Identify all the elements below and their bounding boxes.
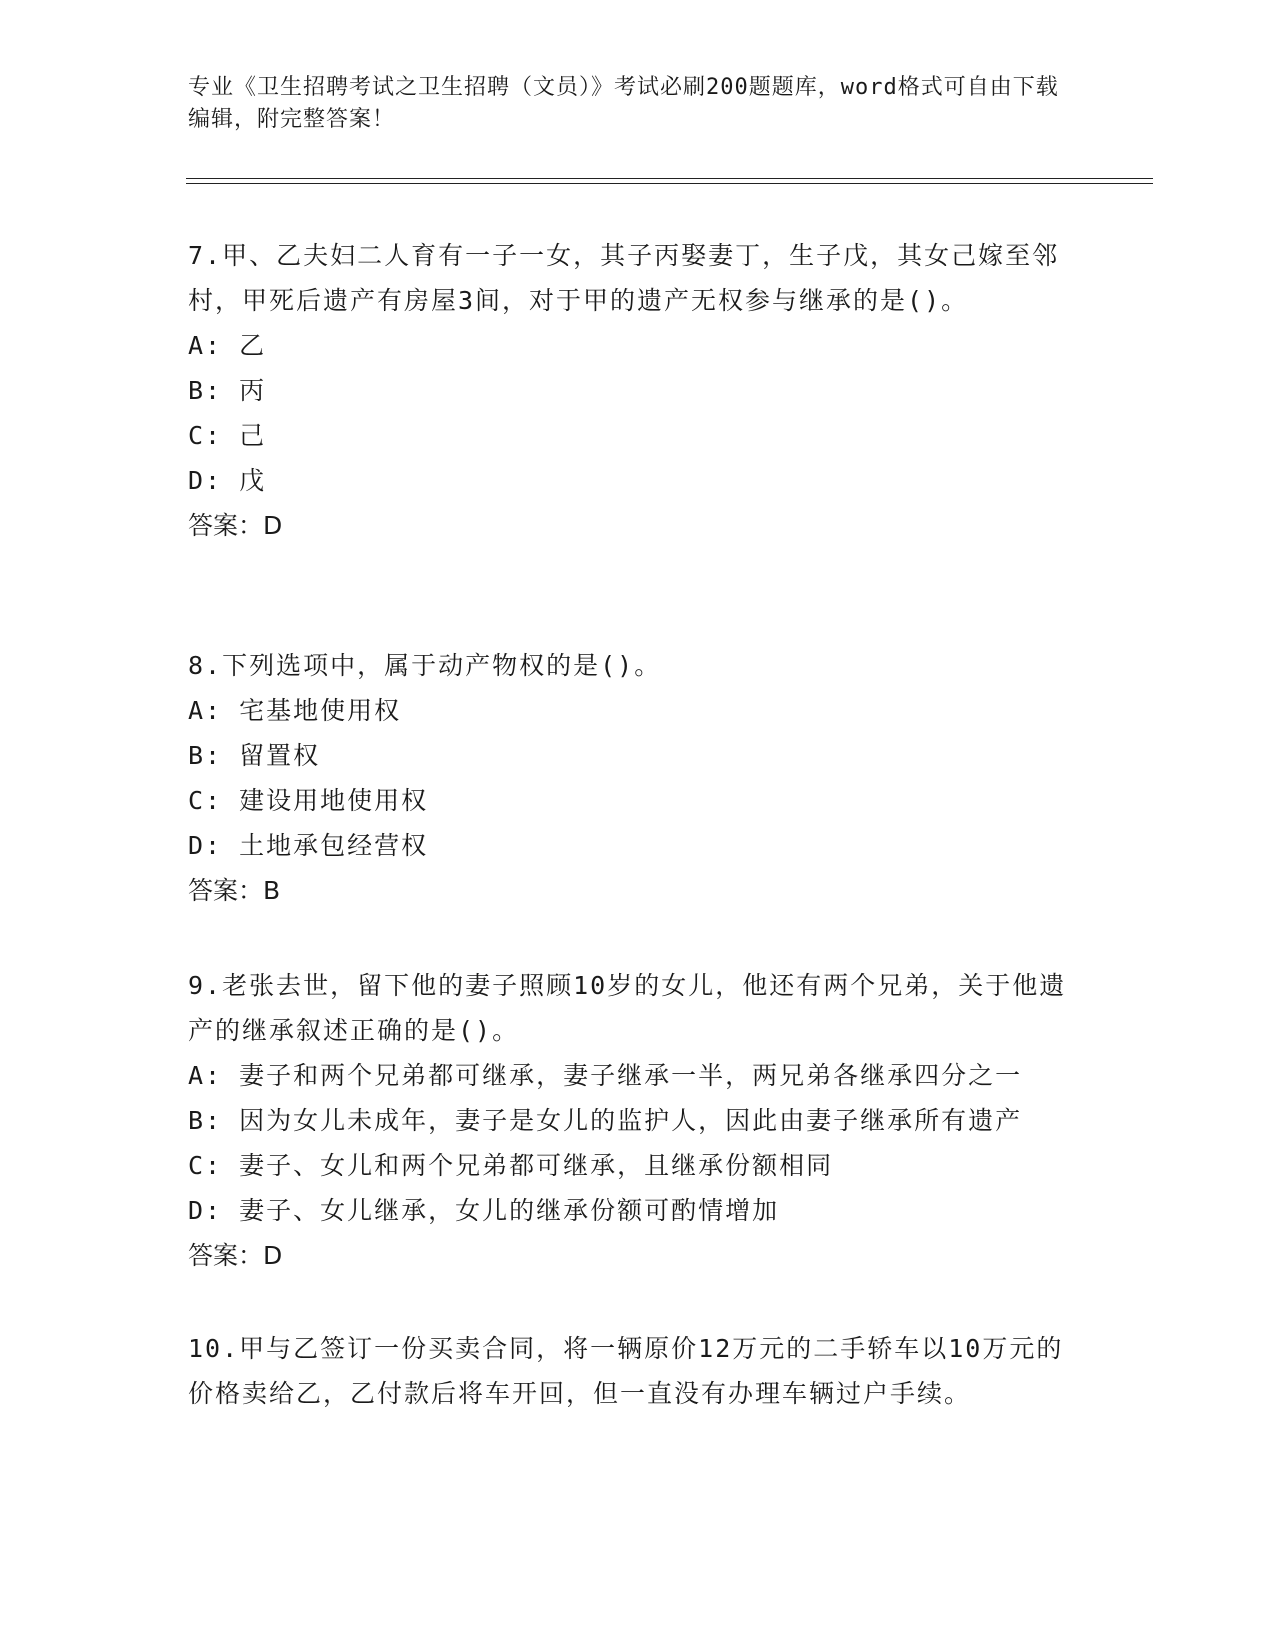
question-9 <box>188 963 1078 1278</box>
question-7 <box>188 233 1078 548</box>
question-stem: 10.甲与乙签订一份买卖合同，将一辆原价12万元的二手轿车以10万元的价格卖给乙，乙付款后将车开回，但一直没有办理车辆过户手续。 <box>188 1334 1064 1408</box>
document-header <box>188 72 1068 136</box>
option-a: A: 妻子和两个兄弟都可继承，妻子继承一半，两兄弟各继承四分之一 <box>188 1061 1023 1090</box>
option-d: D: 戊 <box>188 466 267 495</box>
option-a: A: 宅基地使用权 <box>188 696 402 725</box>
option-a: A: 乙 <box>188 331 267 360</box>
option-d: D: 土地承包经营权 <box>188 831 429 860</box>
option-b: B: 丙 <box>188 376 267 405</box>
question-stem: 9.老张去世，留下他的妻子照顾10岁的女儿，他还有两个兄弟，关于他遗产的继承叙述正确的是()。 <box>188 971 1067 1045</box>
header-text: 专业《卫生招聘考试之卫生招聘（文员）》考试必刷200题题库，word格式可自由下载编辑，附完整答案！ <box>188 75 1059 132</box>
option-d: D: 妻子、女儿继承，女儿的继承份额可酌情增加 <box>188 1196 780 1225</box>
answer: 答案：B <box>188 876 281 905</box>
question-stem: 7.甲、乙夫妇二人育有一子一女，其子丙娶妻丁，生子戊，其女己嫁至邻村，甲死后遗产有房屋3间，对于甲的遗产无权参与继承的是()。 <box>188 241 1060 315</box>
option-b: B: 因为女儿未成年，妻子是女儿的监护人，因此由妻子继承所有遗产 <box>188 1106 1023 1135</box>
question-8 <box>188 643 1078 913</box>
option-c: C: 妻子、女儿和两个兄弟都可继承，且继承份额相同 <box>188 1151 834 1180</box>
option-b: B: 留置权 <box>188 741 321 770</box>
header-rule-bottom <box>186 183 1153 184</box>
question-10 <box>188 1326 1078 1416</box>
option-c: C: 建设用地使用权 <box>188 786 429 815</box>
answer: 答案：D <box>188 1241 283 1270</box>
answer: 答案：D <box>188 511 283 540</box>
option-c: C: 己 <box>188 421 267 450</box>
header-rule-top <box>186 178 1153 179</box>
question-stem: 8.下列选项中，属于动产物权的是()。 <box>188 651 662 680</box>
